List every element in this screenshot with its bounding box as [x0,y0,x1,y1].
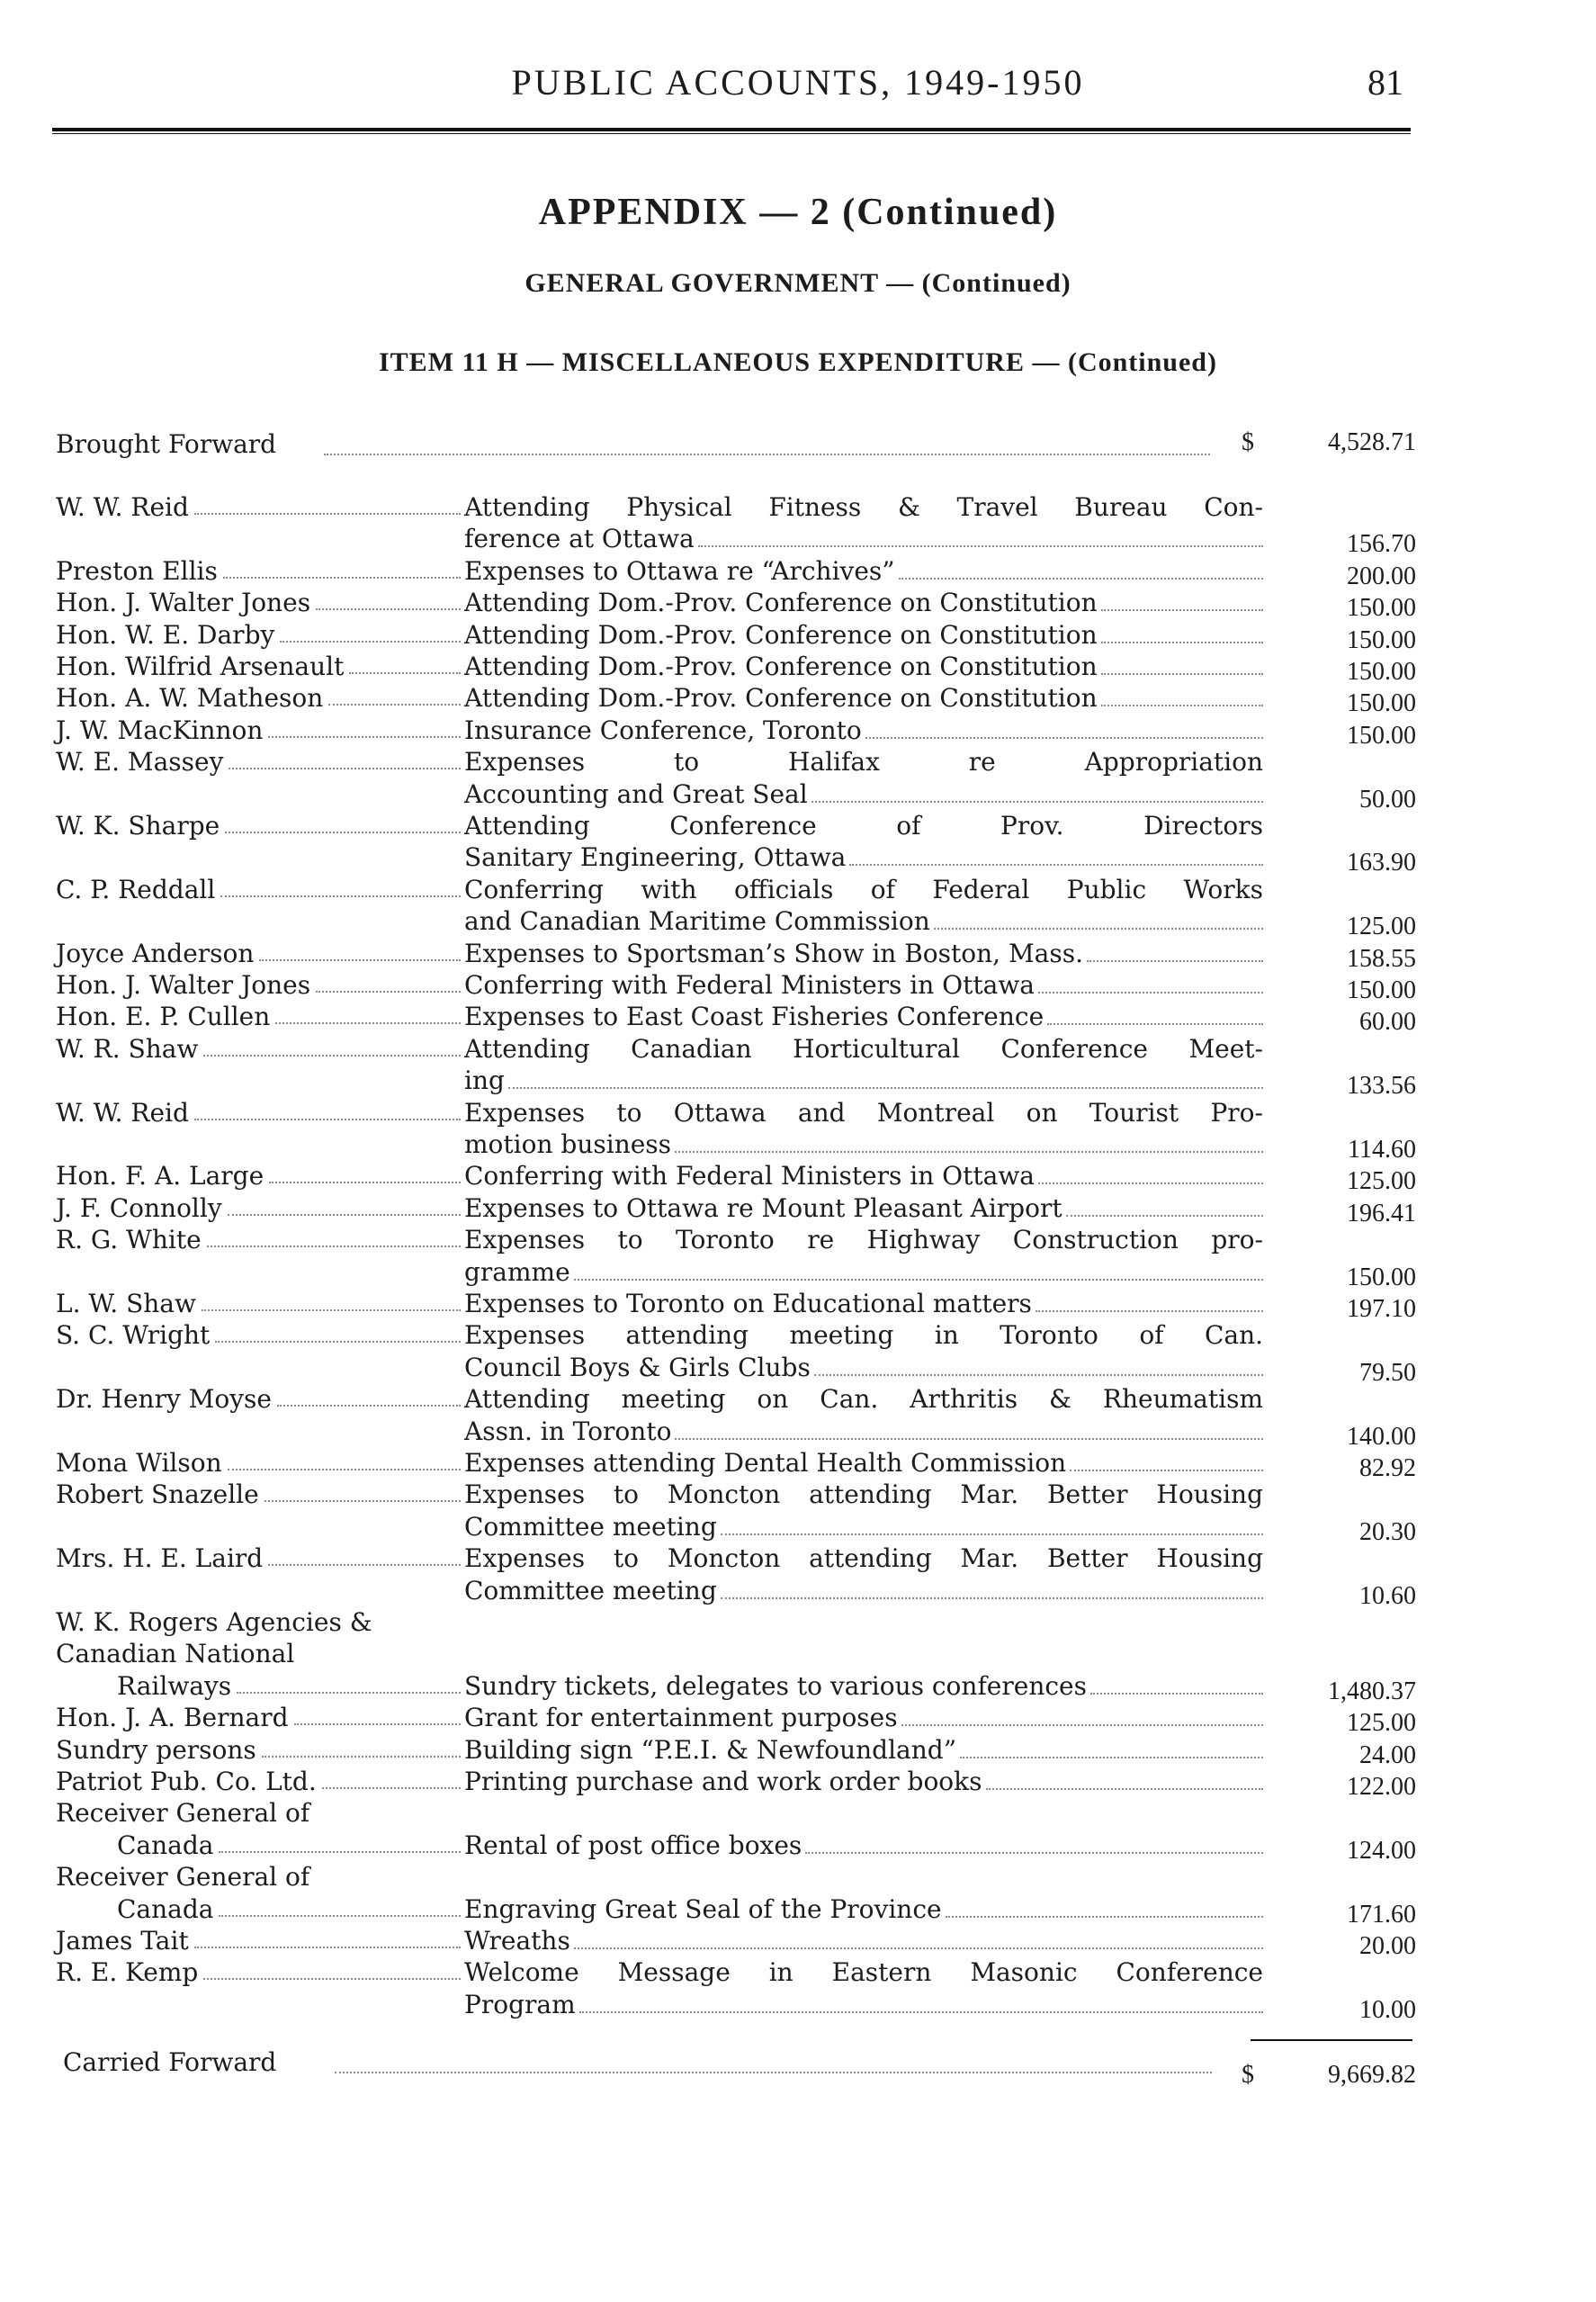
expenditure-row [0,1925,1596,1960]
expense-amount: 196.41 [1347,1199,1416,1227]
expense-description: gramme [464,1256,570,1287]
expense-amount: 197.10 [1347,1295,1416,1323]
expense-amount: 150.00 [1347,976,1416,1004]
expense-description: Attending Canadian Horticultural Conference Meet- [464,1033,1263,1064]
page-number: 81 [1367,62,1403,103]
expenditure-row [0,1702,1596,1738]
payee-name: Hon. W. E. Darby [56,619,275,650]
description-leader [721,1597,1263,1599]
brought-forward-amount: 4,528.71 [1328,428,1416,456]
payee-name: R. E. Kemp [56,1957,199,1988]
description-leader [805,1852,1263,1854]
description-leader [899,578,1263,580]
expenditure-row [0,1542,1596,1610]
payee-name: Hon. J. Walter Jones [56,588,311,618]
payee-name: Mrs. H. E. Laird [56,1543,264,1574]
description-leader [698,545,1263,547]
carried-forward-currency: $ [1242,2061,1254,2089]
expense-amount: 125.00 [1347,1709,1416,1738]
expense-amount: 133.56 [1347,1072,1416,1101]
description-leader [849,864,1263,866]
expense-description: Expenses attending meeting in Toronto of Can. [464,1320,1263,1351]
description-leader [1038,1182,1263,1184]
expenditure-row [0,1033,1596,1101]
section-heading: GENERAL GOVERNMENT — (Continued) [525,268,1071,298]
description-leader [1070,1470,1263,1471]
description-leader [675,1438,1263,1440]
expense-amount: 10.60 [1359,1581,1416,1610]
payee-name: Railways [117,1670,232,1701]
description-leader [814,1374,1263,1376]
expense-amount: 150.00 [1347,689,1416,718]
description-leader [675,1151,1263,1153]
description-leader [811,801,1263,803]
payee-name: W. R. Shaw [56,1033,199,1064]
description-leader [574,1947,1263,1949]
expense-amount: 150.00 [1347,1263,1416,1291]
payee-name: R. G. White [56,1225,202,1255]
payee-name: L. W. Shaw [56,1289,196,1318]
payee-name: J. W. MacKinnon [56,715,264,745]
description-leader [1101,609,1263,611]
payee-name: Receiver General of [56,1798,310,1829]
description-leader [1066,1215,1263,1217]
description-leader [1047,1023,1263,1025]
expenditure-row [0,619,1596,654]
expense-amount: 150.00 [1347,721,1416,750]
expense-description: Conferring with officials of Federal Public Works [464,874,1263,904]
expense-description: Expenses attending Dental Health Commission [464,1448,1067,1478]
expense-description: Committee meeting [464,1511,717,1542]
expenditure-row [0,1192,1596,1227]
description-leader [1101,705,1263,706]
expense-description: Conferring with Federal Ministers in Ottawa [464,1161,1035,1191]
expenditure-row [0,587,1596,623]
expenditure-row [0,1956,1596,2024]
expenditure-row [0,1734,1596,1769]
expense-amount: 122.00 [1347,1773,1416,1801]
expenditure-row [0,746,1596,814]
expense-description: Accounting and Great Seal [464,778,808,809]
payee-name: James Tait [56,1926,189,1956]
expense-amount: 150.00 [1347,658,1416,686]
expenditure-row [0,715,1596,750]
description-leader [1101,642,1263,643]
expense-amount: 82.92 [1359,1454,1416,1482]
payee-name: S. C. Wright [56,1320,211,1351]
carried-forward-leader [335,2072,1212,2073]
payee-name: Hon. J. Walter Jones [56,970,311,1000]
brought-forward-leader [324,454,1210,455]
expense-description: ference at Ottawa [464,524,695,554]
payee-name: W. W. Reid [56,1097,189,1128]
expense-description: Expenses to Sportsman’s Show in Boston, Mass. [464,938,1083,968]
expense-description: ing [464,1066,505,1096]
payee-name: Hon. Wilfrid Arsenault [56,652,345,681]
expenditure-row [0,682,1596,718]
expense-amount: 24.00 [1359,1740,1416,1769]
payee-name: Dr. Henry Moyse [56,1384,272,1415]
payee-name: W. W. Reid [56,492,189,522]
expense-description: Expenses to Moncton attending Mar. Better Housing [464,1543,1263,1574]
expense-amount: 158.55 [1347,944,1416,973]
expenditure-row [0,651,1596,686]
expenditure-row [0,1224,1596,1291]
payee-name: Canada [117,1893,214,1924]
expense-amount: 20.00 [1359,1932,1416,1960]
payee-name: Canadian National [56,1639,295,1669]
payee-name: Robert Snazelle [56,1479,259,1510]
expense-description: Printing purchase and work order books [464,1767,982,1796]
expense-description: Insurance Conference, Toronto [464,715,862,745]
expense-amount: 124.00 [1347,1836,1416,1865]
expense-description: Attending Conference of Prov. Directors [464,811,1263,841]
expense-description: Attending Dom.-Prov. Conference on Constitution [464,588,1098,618]
payee-name: W. E. Massey [56,747,224,778]
running-header-title: PUBLIC ACCOUNTS, 1949-1950 [511,62,1085,103]
description-leader [574,1279,1263,1281]
expenditure-row [0,1479,1596,1546]
expense-description: motion business [464,1129,672,1159]
expense-amount: 171.60 [1347,1900,1416,1929]
expenditure-row [0,1766,1596,1801]
expense-description: Attending Physical Fitness & Travel Bureau Con- [464,492,1263,522]
expense-amount: 156.70 [1347,530,1416,559]
expenditure-row [0,1160,1596,1196]
expense-description: Expenses to Ottawa re “Archives” [464,555,895,586]
payee-name: Preston Ellis [56,555,218,586]
expense-amount: 150.00 [1347,594,1416,623]
expense-description: Sanitary Engineering, Ottawa [464,842,847,873]
payee-name: Sundry persons [56,1734,256,1765]
payee-name: Receiver General of [56,1862,310,1893]
description-leader [1038,992,1263,994]
expense-description: Attending Dom.-Prov. Conference on Constitution [464,619,1098,650]
expense-description: Council Boys & Girls Clubs [464,1352,811,1382]
payee-name: Hon. A. W. Matheson [56,683,324,714]
expenditure-row [0,555,1596,590]
brought-forward-label: Brought Forward [56,429,277,459]
expense-description: Expenses to Toronto re Highway Construction pro- [464,1225,1263,1255]
header-rule [52,128,1411,131]
description-leader [960,1757,1263,1758]
expenditure-row [0,874,1596,941]
description-leader [901,1724,1263,1726]
expenditure-row [0,491,1596,559]
expense-amount: 140.00 [1347,1422,1416,1451]
expenditure-row [0,1001,1596,1037]
expense-amount: 1,480.37 [1328,1677,1416,1705]
description-leader [721,1533,1263,1535]
payee-name: C. P. Reddall [56,874,216,904]
payee-name: J. F. Connolly [56,1192,222,1223]
expenditure-row [0,1319,1596,1387]
expense-description: Expenses to Ottawa re Mount Pleasant Airport [464,1192,1063,1223]
expense-description: Expenses to Toronto on Educational matters [464,1289,1032,1318]
expense-description: Expenses to Moncton attending Mar. Better Housing [464,1479,1263,1510]
description-leader [508,1087,1263,1089]
expenditure-row [0,1447,1596,1482]
expenditure-row [0,1797,1596,1865]
header-rule-thin [52,133,1411,134]
payee-name: Hon. E. P. Cullen [56,1002,271,1032]
description-leader [579,2011,1263,2013]
expenditure-row [0,1606,1596,1705]
expense-description: and Canadian Maritime Commission [464,906,930,937]
expense-description: Welcome Message in Eastern Masonic Conference [464,1957,1263,1988]
description-leader [1087,960,1263,962]
expense-amount: 50.00 [1359,785,1416,814]
expenditure-row [0,810,1596,877]
description-leader [1090,1693,1263,1695]
expense-amount: 79.50 [1359,1358,1416,1387]
expense-description: Conferring with Federal Ministers in Ottawa [464,970,1035,1000]
description-leader [865,737,1263,739]
description-leader [986,1788,1264,1790]
expense-amount: 20.30 [1359,1517,1416,1546]
carried-forward-amount: 9,669.82 [1328,2061,1416,2089]
expense-amount: 125.00 [1347,913,1416,941]
carried-forward-label: Carried Forward [63,2047,277,2077]
expenditure-row [0,1288,1596,1323]
expense-amount: 10.00 [1359,1995,1416,2024]
payee-name: Joyce Anderson [56,938,255,968]
brought-forward-currency: $ [1242,428,1254,456]
expense-description: Attending Dom.-Prov. Conference on Constitution [464,652,1098,681]
description-leader [934,928,1263,930]
description-leader [1101,673,1263,675]
payee-name: Patriot Pub. Co. Ltd. [56,1767,317,1796]
payee-name: Mona Wilson [56,1448,222,1478]
expense-amount: 150.00 [1347,625,1416,654]
expense-amount: 114.60 [1348,1135,1416,1164]
expense-description: Expenses to Halifax re Appropriation [464,747,1263,778]
item-heading: ITEM 11 H — MISCELLANEOUS EXPENDITURE — (Continued) [379,347,1217,377]
expense-description: Assn. in Toronto [464,1416,672,1446]
expenditure-row [0,969,1596,1004]
expenditure-row [0,1861,1596,1929]
description-leader [946,1916,1263,1918]
expense-amount: 125.00 [1347,1167,1416,1196]
expense-description: Engraving Great Seal of the Province [464,1893,942,1924]
payee-name: Canada [117,1830,214,1860]
total-rule [1251,2039,1412,2041]
description-leader [1036,1310,1263,1312]
expense-amount: 200.00 [1347,562,1416,590]
payee-name: Hon. F. A. Large [56,1161,265,1191]
payee-name: W. K. Rogers Agencies & [56,1607,372,1637]
payee-name: W. K. Sharpe [56,811,220,841]
expense-description: Expenses to East Coast Fisheries Conference [464,1002,1045,1032]
expense-description: Building sign “P.E.I. & Newfoundland” [464,1734,957,1765]
expense-description: Attending meeting on Can. Arthritis & Rheumatism [464,1384,1263,1415]
expense-description: Program [464,1989,576,2019]
expense-amount: 60.00 [1359,1008,1416,1037]
expense-description: Rental of post office boxes [464,1830,802,1860]
expense-description: Attending Dom.-Prov. Conference on Constitution [464,683,1098,714]
expenditure-row [0,1097,1596,1164]
payee-name: Hon. J. A. Bernard [56,1703,289,1733]
expenditure-row [0,938,1596,973]
expenditure-row [0,1383,1596,1451]
expense-description: Grant for entertainment purposes [464,1703,898,1733]
expense-description: Committee meeting [464,1575,717,1605]
expense-amount: 163.90 [1347,849,1416,877]
expense-description: Sundry tickets, delegates to various conferences [464,1670,1087,1701]
expense-description: Expenses to Ottawa and Montreal on Tourist Pro- [464,1097,1263,1128]
appendix-heading: APPENDIX — 2 (Continued) [538,192,1058,233]
expense-description: Wreaths [464,1926,570,1956]
